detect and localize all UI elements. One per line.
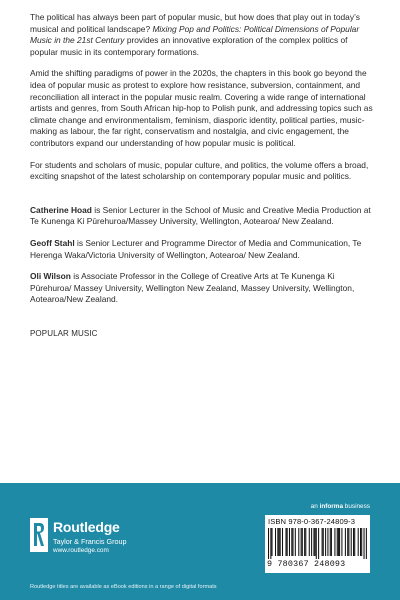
author-bio bbox=[30, 238, 373, 261]
author-name: Geoff Stahl bbox=[30, 237, 75, 248]
isbn-number: ISBN 978-0-367-24809-3 bbox=[268, 517, 356, 526]
description-paragraph: Amid the shifting paradigms of power in the 2020s, the chapters in this book go beyond the idea of popular music as protest to explore how resistance, subversion, containment, and reconciliation all interact in the popular music realm. Covering a wide range of international artists and genres, from South African hip-hop to Polish punk, and addressing topics such as climate change and environmentalism, feminism, diasporic identity, political parties, music-making as labour, the far right, conservatism and nostalgia, and civic engagement, the contributors expand our understanding of how popular music is political. bbox=[30, 68, 373, 148]
author-bio-text: is Associate Professor in the College of Creative Arts at Te Kunenga Ki Pūrehuroa/ Massey University, Wellington New Zealand, Massey University, Wellington, Aotearoa/New Zealand. bbox=[30, 271, 355, 305]
author-bio-text: is Senior Lecturer and Programme Director of Media and Communication, Te Herenga Waka/Victoria University of Wellington, Aotearoa/ New Zealand. bbox=[30, 237, 362, 260]
book-title: Mixing Pop and Politics: Political Dimensions of Popular Music in the 21st Century bbox=[30, 23, 360, 46]
author-bio bbox=[30, 205, 373, 228]
author-bio-text: is Senior Lecturer in the School of Music and Creative Media Production at Te Kunenga Ki Pūrehuroa/Massey University, Wellington, Aotearoa/ New Zealand. bbox=[30, 204, 371, 227]
author-name: Oli Wilson bbox=[30, 271, 71, 282]
informa-suffix: business bbox=[343, 503, 370, 510]
informa-wordmark: informa bbox=[319, 503, 343, 510]
publisher-name: Routledge bbox=[53, 519, 120, 535]
ebook-availability-note: Routledge titles are available as eBook editions in a range of digital formats bbox=[30, 584, 217, 590]
informa-prefix: an bbox=[310, 503, 320, 510]
isbn-barcode bbox=[265, 515, 370, 573]
intro-text-after: provides an innovative exploration of the complex politics of popular music in its contemporary formations. bbox=[30, 35, 348, 57]
author-bio bbox=[30, 271, 373, 306]
informa-business-label bbox=[311, 503, 370, 510]
routledge-r-icon bbox=[30, 518, 48, 552]
back-cover-text bbox=[30, 12, 373, 339]
routledge-logo bbox=[30, 518, 166, 558]
barcode-bars bbox=[268, 528, 367, 559]
subject-category: POPULAR MUSIC bbox=[30, 328, 98, 338]
intro-text-before: The political has always been part of popular music, but how does that play out in today’s musical and political landscape? bbox=[30, 12, 360, 34]
publisher-url: www.routledge.com bbox=[53, 547, 109, 554]
author-name: Catherine Hoad bbox=[30, 204, 92, 215]
author-bios bbox=[30, 205, 373, 306]
intro-paragraph bbox=[30, 12, 373, 58]
barcode-digits: 9 780367 248093 bbox=[267, 559, 346, 569]
audience-paragraph: For students and scholars of music, popular culture, and politics, the volume offers a broad, exciting snapshot of the latest scholarship on contemporary popular music and politics. bbox=[30, 159, 369, 182]
publisher-group: Taylor & Francis Group bbox=[53, 537, 127, 546]
publisher-footer bbox=[0, 483, 400, 600]
